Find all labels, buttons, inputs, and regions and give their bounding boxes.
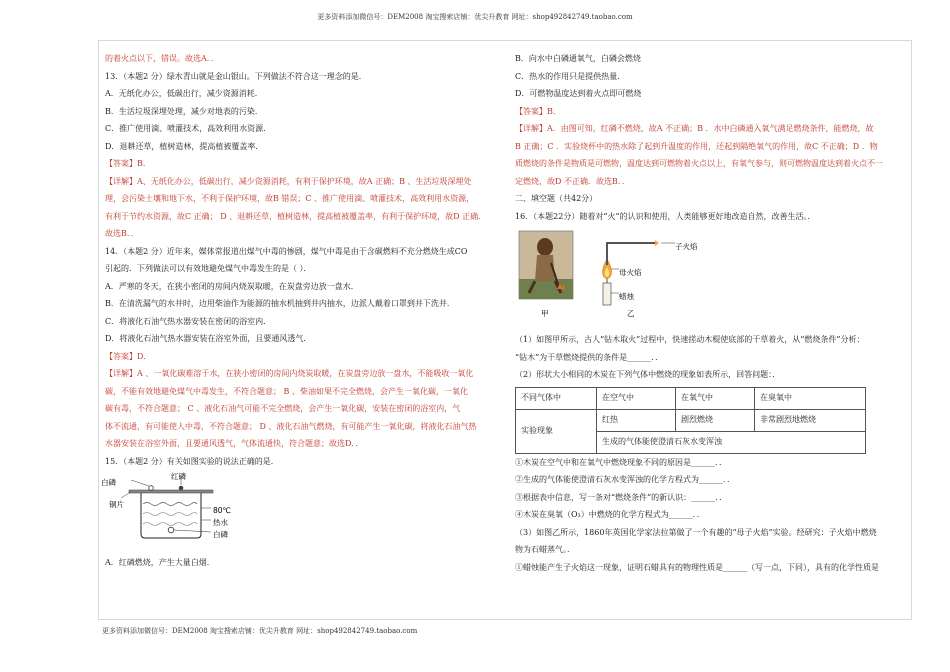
q14-detail-line: 碳，不能有效地避免煤气中毒发生，不符合题意； B 、柴油如果不完全燃烧，会产生一氧化碳，一氧化 — [105, 386, 468, 396]
page-footer: 更多资料添加微信号：DEM2008 淘宝搜索店铺：优尖升教育 网址：shop492842749.taobao.com — [102, 627, 418, 635]
q16-part2-intro: （2）形状大小相同的木炭在下列气体中燃烧的现象如表所示，回答问题：． — [515, 370, 781, 379]
q13-option-c: C．推广使用滴、喷灌技术，高效利用水资源． — [105, 124, 272, 133]
q14-answer: 【答案】D． — [105, 351, 152, 361]
q16-part3-line2: 物为石蜡蒸气。． — [515, 545, 575, 554]
q13-option-a: A．无纸化办公，低碳出行，减少资源消耗． — [105, 89, 263, 98]
q15-experiment-figure — [101, 470, 241, 540]
q16-part3-line3: ①蜡烛能产生子火焰这一现象，证明石蜡具有的物理性质是______（写一点，下同），具有的化学性质是 — [515, 562, 879, 572]
q15-option-d: D．可燃物温度达到着火点即可燃烧 — [515, 89, 642, 98]
q14-stem-line2: 引起的．下列做法可以有效地避免煤气中毒发生的是（ ）． — [105, 264, 312, 273]
hot-water-label: 热水 — [213, 518, 228, 527]
q15-stem: 15．（本题2 分）有关如图实验的说法正确的是． — [105, 456, 279, 466]
carryover-line: 的着火点以下，错误。故选A．． — [105, 54, 219, 63]
q13-stem: 13．（本题2 分）绿水青山就是金山银山。下列做法不符合这一理念的是． — [105, 71, 367, 81]
table-cell: 剧烈燃烧 — [676, 409, 755, 431]
table-cell: 非常剧烈地燃烧 — [755, 409, 866, 431]
q13-detail-line: 故选B．． — [105, 229, 139, 238]
table-cell: 生成的气体能使澄清石灰水变浑浊 — [597, 431, 866, 453]
q14-stem-line1: 14．（本题2 分）近年来，媒体常报道出煤气中毒的惨剧，煤气中毒是由于含碳燃料不充分燃烧生成CO — [105, 246, 468, 256]
table-header-cell: 不同气体中 — [516, 387, 597, 409]
q13-answer: 【答案】B． — [105, 159, 151, 168]
page-header: 更多资料添加微信号：DEM2008 淘宝搜索店铺：优尖升教育 网址：shop492842749.taobao.com — [317, 13, 633, 21]
table-header-cell: 在氧气中 — [676, 387, 755, 409]
table-row-label: 实验现象 — [516, 409, 597, 453]
q13-detail-line: 有利于节约水资源，故C 正确； D 、退耕还草，植树造林，提高植被覆盖率，有利于保护环境，故D 正确． — [105, 211, 487, 221]
q16-sub1: ①木炭在空气中和在氧气中燃烧现象不同的原因是______．． — [515, 457, 727, 467]
table-row — [516, 409, 866, 431]
table-cell: 红热 — [597, 409, 676, 431]
q14-detail-line: 体不流通，有可能使人中毒，不符合题意； D 、液化石油气燃烧，有可能产生一氧化碳，将液化石油气热 — [105, 421, 477, 431]
white-phosphorus-label: 白磷 — [101, 478, 116, 487]
q14-option-b: B．在清洗漏气的水井时，边用柴油作为能源的抽水机抽到井内抽水，边派人戴着口罩到井下洗井． — [105, 299, 455, 308]
table-header-row — [516, 387, 866, 409]
q13-option-d: D．退耕还草，植树造林，提高植被覆盖率． — [105, 141, 264, 151]
q16-stem: 16．（本题22分）随着对“火”的认识和使用，人类能够更好地改造自然，改善生活。． — [515, 211, 816, 221]
q15-answer: 【答案】B． — [515, 106, 561, 116]
red-phosphorus-label: 红磷 — [171, 472, 186, 481]
q13-option-b: B．生活垃圾深埋处理，减少对地表的污染． — [105, 106, 263, 116]
q15-detail-line: 定燃烧，故D 不正确．故选B．． — [515, 176, 630, 186]
table-header-cell: 在空气中 — [597, 387, 676, 409]
combustion-table — [515, 387, 866, 454]
q16-sub2: ②生成的气体能使澄清石灰水变浑浊的化学方程式为______．． — [515, 475, 735, 484]
q16-part1-line1: （1）如图甲所示，古人“钻木取火”过程中，快速搓动木棍使底部的干草着火，从“燃烧条件”分析： — [515, 335, 865, 344]
q15-detail-line: 质燃烧的条件是物质是可燃物，温度达到可燃物着火点以上，有氧气参与，则可燃物温度达到着火点不一 — [515, 159, 883, 168]
mother-flame-label: 母火焰 — [619, 268, 642, 277]
figure-a-label: 甲 — [541, 309, 549, 318]
q16-part3-line1: （3）如图乙所示，1860年英国化学家法拉第做了一个有趣的“母子火焰”实验。经研究：子火焰中燃烧 — [515, 527, 877, 537]
q15-option-a: A．红磷燃烧，产生大量白烟． — [105, 558, 215, 567]
q14-option-d: D．将液化石油气热水器安装在浴室外面，且要通风透气． — [105, 334, 312, 343]
left-column — [101, 50, 500, 572]
q16-figure — [515, 229, 735, 317]
q14-detail-line: 碳有毒，不符合题意； C 、液化石油气可能不完全燃烧，会产生一氧化碳，安装在密闭的浴室内，气 — [105, 404, 461, 413]
q14-detail-line: 水器安装在浴室外面，且要通风透气，气体流通快，符合题意；故选D．． — [105, 439, 364, 448]
copper-plate-label: 铜片 — [109, 500, 124, 509]
right-column — [515, 50, 910, 576]
q15-option-c: C．热水的作用只是提供热量． — [515, 71, 626, 81]
q14-option-c: C．将液化石油气热水器安装在密闭的浴室内． — [105, 316, 272, 326]
q14-detail-line: 【详解】A 、一氧化碳难溶于水，在狭小密闭的房间内烧炭取暖，在炭盘旁边放一盘水，不能吸收一氧化 — [105, 369, 474, 378]
section-heading: 二、填空题（共42分） — [515, 194, 598, 203]
q16-part1-line2: “钻木”为干草燃烧提供的条件是______．． — [515, 352, 664, 362]
q16-sub3: ③根据表中信息，写一条对“燃烧条件”的新认识：______．． — [515, 492, 728, 502]
q15-option-b: B．向水中白磷通氧气，白磷会燃烧 — [515, 54, 641, 63]
table-header-cell: 在臭氧中 — [755, 387, 866, 409]
q15-detail-line: 【详解】A．由图可知，红磷不燃烧，故A 不正确；B ．水中白磷通入氧气满足燃烧条件，能燃烧，故 — [515, 124, 874, 133]
submerged-white-phosphorus-label: 白磷 — [213, 530, 228, 539]
q13-detail-line: 理，会污染土壤和地下水，不利于保护环境，故B 错误；C 、推广使用滴、喷灌技术，高效利用水资源， — [105, 194, 475, 203]
q15-detail-line: B 正确；C ．实验烧杯中的热水除了起到升温度的作用，还起到隔绝氧气的作用，故C 不正确；D ．物 — [515, 141, 878, 151]
candle-label: 蜡烛 — [619, 292, 634, 301]
child-flame-label: 子火焰 — [675, 242, 698, 251]
temperature-label: 80℃ — [213, 506, 231, 515]
q14-option-a: A．严寒的冬天，在狭小密闭的房间内烧炭取暖，在炭盘旁边放一盘水． — [105, 281, 359, 291]
q16-sub4: ④木炭在臭氧（O₃）中燃烧的化学方程式为______．． — [515, 510, 705, 519]
q13-detail-line: 【详解】A、无纸化办公，低碳出行，减少资源消耗，有利于保护环境，故A 正确；B 、生活垃圾深埋处 — [105, 176, 472, 186]
figure-b-label: 乙 — [627, 309, 635, 318]
